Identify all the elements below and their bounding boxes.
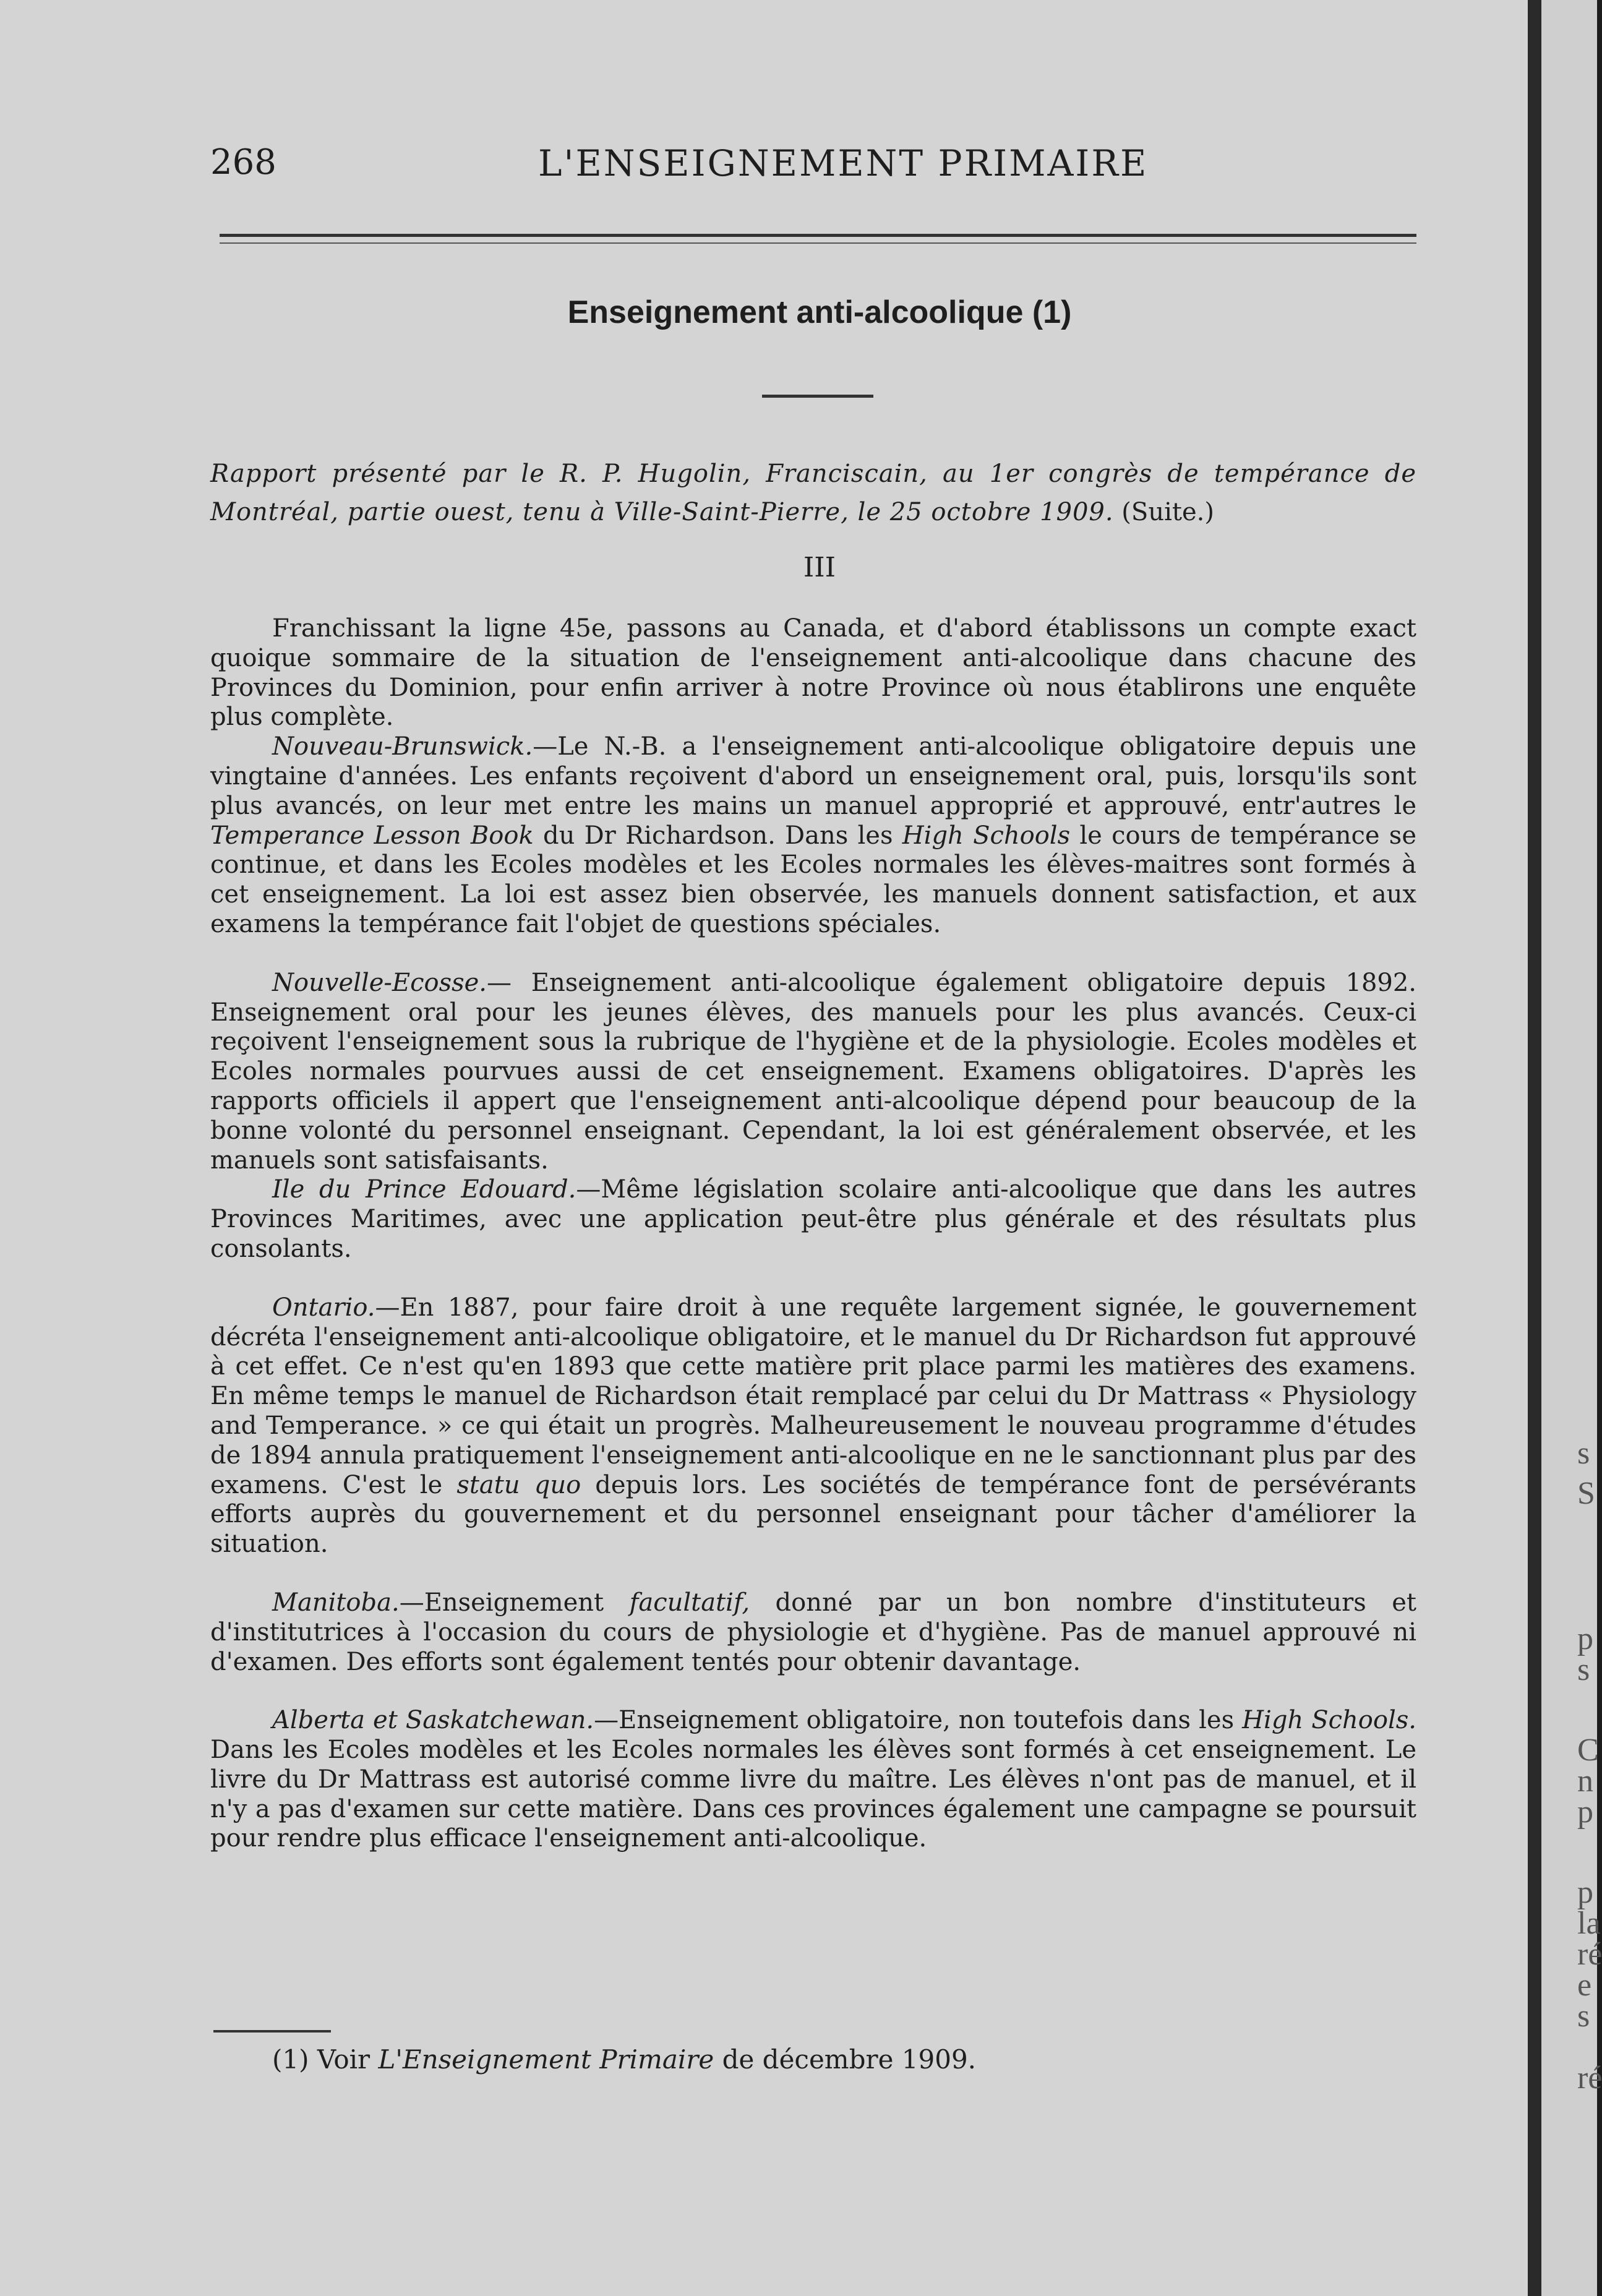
- header-rule-thin: [220, 242, 1416, 244]
- adjacent-fragment: s: [1577, 1436, 1590, 1471]
- paragraph-nouveau-brunswick: Nouveau-Brunswick.—Le N.-B. a l'enseignement anti-alcoolique obligatoire depuis une vingtaine d'années. Les enfants reçoivent d'abord un enseignement oral, puis, lorsqu'ils sont plus avancés, on leur met entre les mains un manuel approprié et approuvé, entr'autres le Temperance Lesson Book du Dr Richardson. Dans les High Schools le cours de tempérance se continue, et dans les Ecoles modèles et les Ecoles normales les élèves-maitres sont formés à cet enseignement. La loi est assez bien observée, les manuels donnent satisfaction, et aux examens la tempérance fait l'objet de questions spéciales.: [210, 732, 1417, 938]
- gutter-shadow: [1528, 0, 1541, 2296]
- running-title: L'ENSEIGNEMENT PRIMAIRE: [538, 142, 1149, 184]
- adjacent-fragment: s: [1577, 1652, 1590, 1687]
- paragraph-ile-du-prince-edouard: Ile du Prince Edouard.—Même législation scolaire anti-alcoolique que dans les autres Provinces Maritimes, avec une application peut-être plus générale et des résultats plus consolants.: [210, 1175, 1416, 1263]
- adjacent-fragment: S: [1577, 1476, 1595, 1511]
- footnote: (1) Voir L'Enseignement Primaire de décembre 1909.: [272, 2044, 977, 2075]
- adjacent-fragment: s: [1577, 1998, 1590, 2034]
- article-body: [210, 614, 1416, 1854]
- section-number: III: [803, 552, 836, 583]
- paragraph-nouvelle-ecosse: Nouvelle-Ecosse.— Enseignement anti-alcoolique également obligatoire depuis 1892. Enseignement oral pour les jeunes élèves, des manuels pour les plus avancés. Ceux-ci reçoivent l'enseignement sous la rubrique de l'hygiène et de la physiologie. Ecoles modèles et Ecoles normales pourvues aussi de cet enseignement. Examens obligatoires. D'après les rapports officiels il appert que l'enseignement anti-alcoolique dépend pour beaucoup de la bonne volonté du personnel enseignant. Cependant, la loi est généralement observée, et les manuels sont satisfaisants.: [210, 968, 1416, 1175]
- adjacent-fragment: n: [1577, 1763, 1593, 1799]
- adjacent-fragment: la: [1577, 1906, 1601, 1941]
- adjacent-fragment: p: [1577, 1621, 1593, 1656]
- article-title: Enseignement anti-alcoolique (1): [567, 294, 1072, 330]
- adjacent-fragment: ré: [1577, 2060, 1602, 2096]
- subtitle-suffix: (Suite.): [1113, 498, 1214, 526]
- paragraph-ontario: Ontario.—En 1887, pour faire droit à une requête largement signée, le gouvernement décréta l'enseignement anti-alcoolique obligatoire, et le manuel du Dr Richardson fut approuvé à cet effet. Ce n'est qu'en 1893 que cette matière prit place parmi les matières des examens. En même temps le manuel de Richardson était remplacé par celui du Dr Mattrass « Physiology and Temperance. » ce qui était un progrès. Malheureusement le nouveau programme d'études de 1894 annula pratiquement l'enseignement anti-alcoolique en ne le sanctionnant plus par des examens. C'est le statu quo depuis lors. Les sociétés de tempérance font de persévérants efforts auprès du gouvernement et du personnel enseignant pour tâcher d'améliorer la situation.: [210, 1293, 1417, 1559]
- adjacent-fragment: C: [1577, 1733, 1599, 1768]
- adjacent-fragment: p: [1577, 1794, 1593, 1830]
- title-divider: [762, 395, 873, 398]
- paragraph-manitoba: Manitoba.—Enseignement facultatif, donné par un bon nombre d'instituteurs et d'institutrices à l'occasion du cours de physiologie et d'hygiène. Pas de manuel approuvé ni d'examen. Des efforts sont également tentés pour obtenir davantage.: [210, 1588, 1416, 1676]
- page-number: 268: [210, 142, 276, 182]
- paragraph-intro: Franchissant la ligne 45e, passons au Canada, et d'abord établissons un compte exact quoique sommaire de la situation de l'enseignement anti-alcoolique dans chacune des Provinces du Dominion, pour enfin arriver à notre Province où nous établirons une enquête plus complète.: [210, 614, 1416, 732]
- adjacent-fragment: e: [1577, 1968, 1592, 2003]
- footnote-rule: [213, 2030, 331, 2033]
- adjacent-fragment: p: [1577, 1875, 1593, 1910]
- adjacent-fragment: ré: [1577, 1937, 1602, 1972]
- footnote-marker: (1): [272, 2044, 309, 2075]
- subtitle-italic: Rapport présenté par le R. P. Hugolin, Franciscain, au 1er congrès de tempérance de Montréal, partie ouest, tenu à Ville-Saint-Pierre, le 25 octobre 1909.: [210, 460, 1416, 526]
- paragraph-alberta-saskatchewan: Alberta et Saskatchewan.—Enseignement obligatoire, non toutefois dans les High Schools. Dans les Ecoles modèles et les Ecoles normales les élèves sont formés à cet enseignement. Le livre du Dr Mattrass est autorisé comme livre du maître. Les élèves n'ont pas de manuel, et il n'y a pas d'examen sur cette matière. Dans ces provinces également une campagne se poursuit pour rendre plus efficace l'enseignement anti-alcoolique.: [210, 1706, 1416, 1853]
- page-header: [210, 142, 1416, 192]
- footnote-italic: L'Enseignement Primaire: [378, 2044, 714, 2075]
- adjacent-page-edge: [1528, 0, 1602, 2296]
- article-subtitle: [210, 455, 1416, 531]
- header-rule: [220, 234, 1416, 237]
